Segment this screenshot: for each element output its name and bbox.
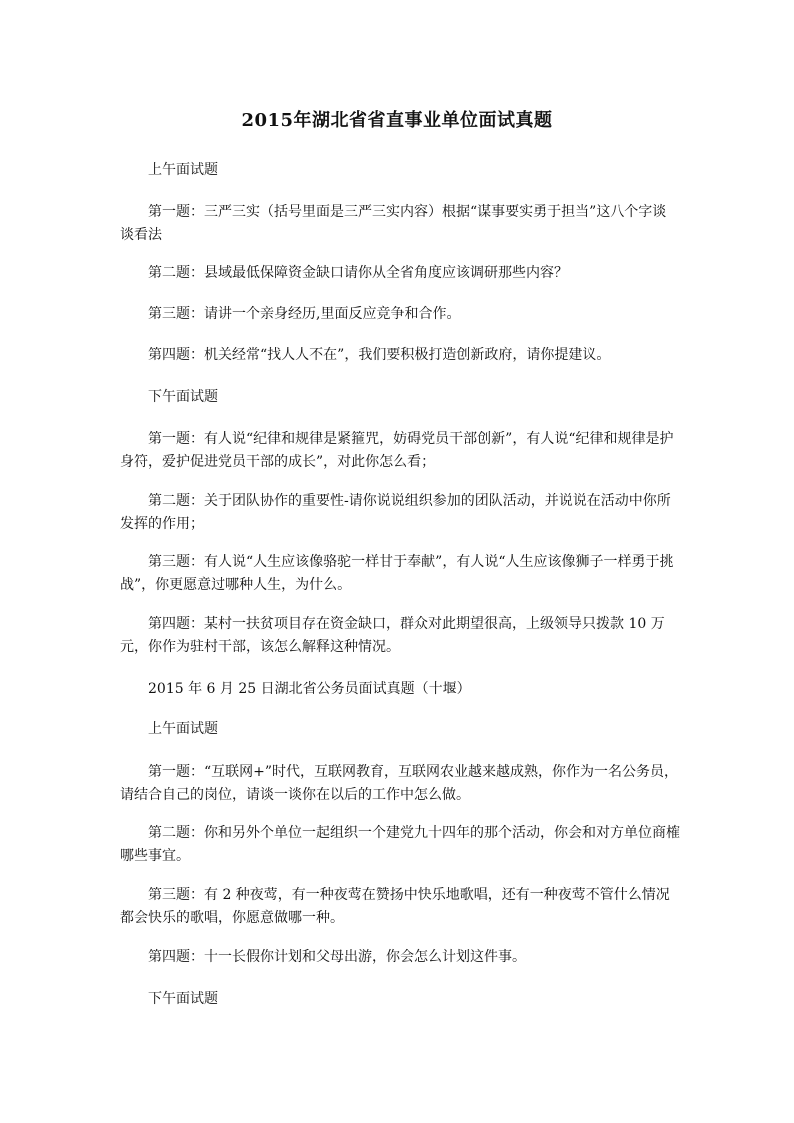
question-paragraph: 第二题：县域最低保障资金缺口请你从全省角度应该调研那些内容？ <box>148 265 568 281</box>
section-heading: 2015 年 6 月 25 日湖北省公务员面试真题（十堰） <box>148 681 471 697</box>
section-heading: 上午面试题 <box>148 162 218 178</box>
question-paragraph: 第四题：机关经常“找人人不在”，我们要积极打造创新政府，请你提建议。 <box>148 347 611 363</box>
question-paragraph: 第三题：请讲一个亲身经历,里面反应竞争和合作。 <box>148 306 461 322</box>
question-paragraph: 第三题：有人说“人生应该像骆驼一样甘于奉献”，有人说“人生应该像狮子一样勇于挑战”，你更愿意过哪种人生，为什么。 <box>120 554 674 593</box>
section-heading: 上午面试题 <box>148 721 218 737</box>
question-paragraph: 第一题：三严三实（括号里面是三严三实内容）根据“谋事要实勇于担当”这八个字谈谈看法 <box>120 204 667 243</box>
question-paragraph: 第一题：有人说“纪律和规律是紧箍咒，妨碍党员干部创新”，有人说“纪律和规律是护身符，爱护促进党员干部的成长”，对此你怎么看； <box>120 431 674 470</box>
question-paragraph: 第二题：关于团队协作的重要性-请你说说组织参加的团队活动，并说说在活动中你所发挥的作用； <box>120 493 671 532</box>
question-paragraph: 第三题：有 2 种夜莺，有一种夜莺在赞扬中快乐地歌唱，还有一种夜莺不管什么情况都会快乐的歌唱，你愿意做哪一种。 <box>120 887 670 926</box>
section-heading: 下午面试题 <box>148 389 218 405</box>
question-paragraph: 第一题：“互联网+”时代，互联网教育，互联网农业越来越成熟，你作为一名公务员，请结合自己的岗位，请谈一谈你在以后的工作中怎么做。 <box>120 764 679 803</box>
question-paragraph: 第二题：你和另外个单位一起组织一个建党九十四年的那个活动，你会和对方单位商榷哪些事宜。 <box>120 825 680 864</box>
question-paragraph: 第四题：某村一扶贫项目存在资金缺口，群众对此期望很高，上级领导只拨款 10 万元，你作为驻村干部，该怎么解释这种情况。 <box>120 616 665 655</box>
document-title: 2015年湖北省省直事业单位面试真题 <box>241 110 553 131</box>
section-heading: 下午面试题 <box>148 991 218 1007</box>
question-paragraph: 第四题：十一长假你计划和父母出游，你会怎么计划这件事。 <box>148 949 526 965</box>
